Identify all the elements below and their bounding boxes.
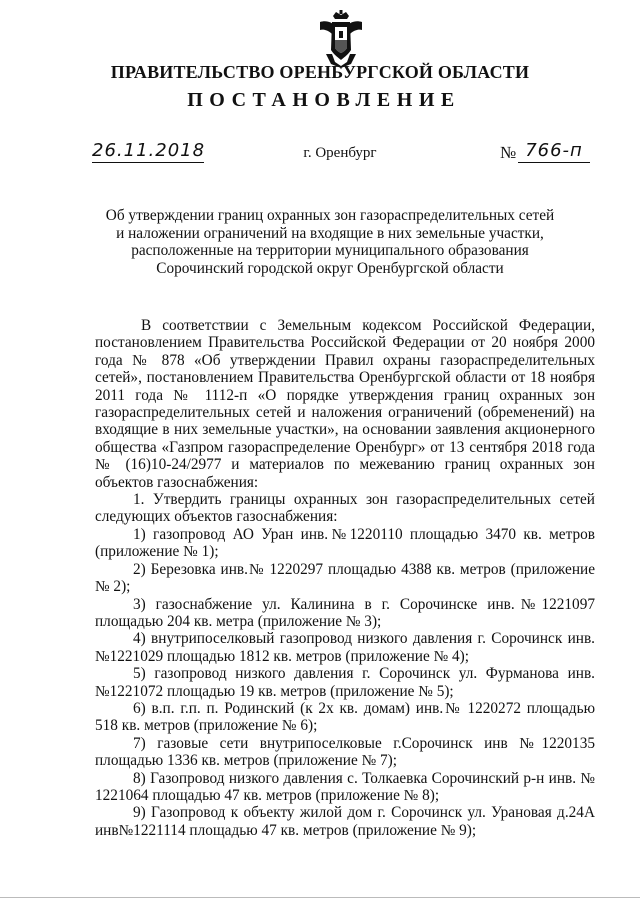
list-item: 9) Газопровод к объекту жилой дом г. Сорочинск ул. Урановая д.24А инв№1221114 площадью 47 кв. метров (приложение № 9);	[95, 804, 595, 839]
page-bottom-rule	[0, 897, 640, 898]
document-type: ПОСТАНОВЛЕНИЕ	[187, 89, 461, 111]
list-item: 5) газопровод низкого давления г. Сорочинск ул. Фурманова инв.№1221072 площадью 19 кв. метров (приложение № 5);	[95, 665, 595, 700]
list-item: 4) внутрипоселковый газопровод низкого давления г. Сорочинск инв.№1221029 площадью 1812 кв. метров (приложение № 4);	[95, 630, 595, 665]
number-label: №	[500, 143, 517, 162]
government-title: ПРАВИТЕЛЬСТВО ОРЕНБУРГСКОЙ ОБЛАСТИ	[110, 62, 530, 82]
list-item: 6) в.п. г.п. п. Родинский (к 2х кв. домам) инв.№ 1220272 площадью 518 кв. метров (приложение № 6);	[95, 699, 595, 735]
subject-line: расположенные на территории муниципального образования	[131, 242, 529, 259]
list-item: 3) газоснабжение ул. Калинина в г. Сорочинске инв.№1221097 площадью 204 кв. метра (приложение № 3);	[95, 595, 595, 630]
document-date: 26.11.2018	[92, 140, 206, 161]
list-item: 7) газовые сети внутрипоселковые г.Сорочинск инв №1220135 площадью 1336 кв. метров (приложение № 7);	[95, 734, 595, 770]
document-number: 766-п	[518, 140, 590, 163]
document-city: г. Оренбург	[303, 145, 377, 161]
subject-line: и наложении ограничений на входящие в них земельные участки,	[116, 224, 544, 242]
clause-1-paragraph: 1. Утвердить границы охранных зон газораспределительных сетей следующих объектов газоснабжения:	[95, 491, 595, 526]
subject-line: Об утверждении границ охранных зон газораспределительных сетей	[105, 207, 555, 224]
subject-line: Сорочинский городской округ Оренбургской области	[156, 259, 504, 277]
list-item: 8) Газопровод низкого давления с. Толкаевка Сорочинский р-н инв. № 1221064 площадью 47 кв. метров (приложение № 8);	[95, 769, 595, 804]
document-body	[95, 317, 595, 839]
coat-of-arms-icon	[318, 10, 364, 68]
list-item: 2) Березовка инв.№ 1220297 площадью 4388 кв. метров (приложение № 2);	[95, 560, 595, 596]
preamble-paragraph: В соответствии с Земельным кодексом Российской Федерации, постановлением Правительства Российской Федерации от 20 ноября 2000 года № 878 «Об утверждении Правил охраны газораспределительных сетей», постановлением Правительства Оренбургской области от 18 ноября 2011 года № 1112-п «О порядке утверждения границ охранных зон газораспределительных сетей и наложения ограничений (обременений) на входящие в них земельные участки», на основании заявления акционерного общества «Газпром газораспределение Оренбург» от 13 сентября 2018 года № (16)10-24/2977 и материалов по межеванию границ охранных зон объектов газоснабжения:	[95, 317, 595, 491]
document-subject	[60, 207, 600, 277]
list-item: 1) газопровод АО Уран инв.№1220110 площадью 3470 кв. метров (приложение № 1);	[95, 525, 595, 561]
